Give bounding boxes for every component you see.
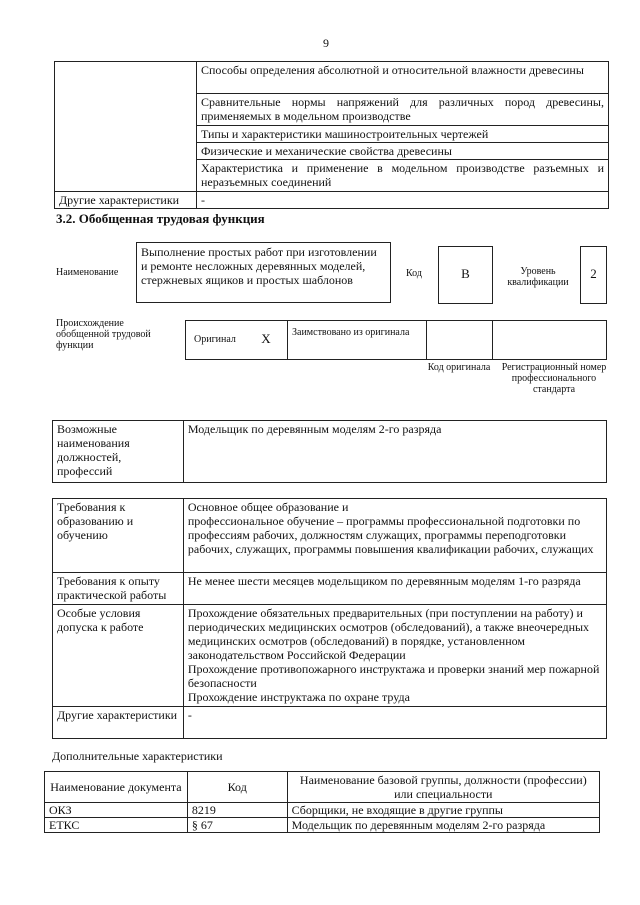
knowledge-item: Физические и механические свойства древесины (196, 143, 608, 160)
conditions-line: Прохождение инструктажа по охране труда (187, 690, 410, 704)
row-doc: ЕТКС (45, 818, 188, 833)
code-value: В (461, 266, 470, 281)
row-name: Сборщики, не входящие в другие группы (287, 803, 599, 818)
level-value: 2 (590, 266, 597, 281)
table-row (45, 803, 600, 818)
code-box (438, 246, 493, 304)
header-document: Наименование документа (45, 772, 188, 803)
header-group-name: Наименование базовой группы, должности (профессии) или специальности (287, 772, 599, 803)
conditions-line: Прохождение противопожарного инструктажа и проверки знаний мер пожарной безопасности (187, 662, 600, 690)
positions-label: Возможные наименования должностей, профессий (53, 421, 184, 483)
origin-row (185, 320, 607, 360)
row-doc: ОКЗ (45, 803, 188, 818)
education-label: Требования к образованию и обучению (53, 499, 184, 573)
other-characteristics-label: Другие характеристики (55, 192, 197, 209)
knowledge-item: Способы определения абсолютной и относительной влажности древесины (196, 62, 608, 94)
knowledge-item: Характеристика и применение в модельном производстве разъемных и неразъемных соединений (196, 160, 608, 192)
req-other-label: Другие характеристики (53, 707, 184, 739)
education-line: Основное общее образование и (187, 500, 349, 514)
level-label: Уровень квалификации (507, 266, 569, 288)
reg-number-label: Регистрационный номер профессионального стандарта (501, 362, 607, 395)
experience-label: Требования к опыту практической работы (53, 573, 184, 605)
code-label: Код (406, 268, 422, 279)
knowledge-label-cell (55, 62, 197, 192)
original-label: Оригинал (194, 334, 236, 345)
origin-divider (287, 321, 288, 359)
origin-divider (426, 321, 427, 359)
positions-value: Модельщик по деревянным моделям 2-го разряда (183, 421, 606, 483)
conditions-value (183, 605, 606, 707)
conditions-label: Особые условия допуска к работе (53, 605, 184, 707)
borrowed-label: Заимствовано из оригинала (292, 327, 410, 338)
conditions-line: Прохождение обязательных предварительных (при поступлении на работу) и периодических медицинских осмотров (обследований), а также внеочередных медицинских осмотров (обследований) в порядке, установленном законодательством Российской Федерации (187, 606, 590, 662)
knowledge-item: Типы и характеристики машиностроительных чертежей (196, 126, 608, 143)
knowledge-table (54, 61, 609, 209)
additional-table (44, 771, 600, 833)
education-value (183, 499, 606, 573)
origin-divider (492, 321, 493, 359)
name-label: Наименование (56, 267, 119, 278)
knowledge-item: Сравнительные нормы напряжений для различных пород древесины, применяемых в модельном производстве (196, 94, 608, 126)
page-number: 9 (323, 36, 329, 50)
experience-value: Не менее шести месяцев модельщиком по деревянным моделям 1-го разряда (183, 573, 606, 605)
code-original-label: Код оригинала (427, 362, 491, 373)
additional-title: Дополнительные характеристики (52, 749, 223, 763)
original-mark: X (261, 331, 271, 346)
education-line: профессиональное обучение – программы профессиональной подготовки по профессиям рабочих, должностям служащих, программы переподготовки рабочих, служащих, программы повышения квалификации рабочих, служащих (187, 514, 594, 556)
origin-label: Происхождение обобщенной трудовой функции (56, 318, 151, 351)
other-characteristics-value: - (196, 192, 608, 209)
row-code: 8219 (187, 803, 287, 818)
function-name-value: Выполнение простых работ при изготовлении и ремонте несложных деревянных моделей, стержневых ящиков и простых шаблонов (141, 245, 377, 287)
positions-table (52, 420, 607, 483)
header-code: Код (187, 772, 287, 803)
table-row (45, 818, 600, 833)
row-name: Модельщик по деревянным моделям 2-го разряда (287, 818, 599, 833)
section-title: 3.2. Обобщенная трудовая функция (56, 211, 265, 226)
function-name-box (136, 242, 391, 303)
req-other-value: - (183, 707, 606, 739)
level-box (580, 246, 607, 304)
row-code: § 67 (187, 818, 287, 833)
requirements-table (52, 498, 607, 739)
